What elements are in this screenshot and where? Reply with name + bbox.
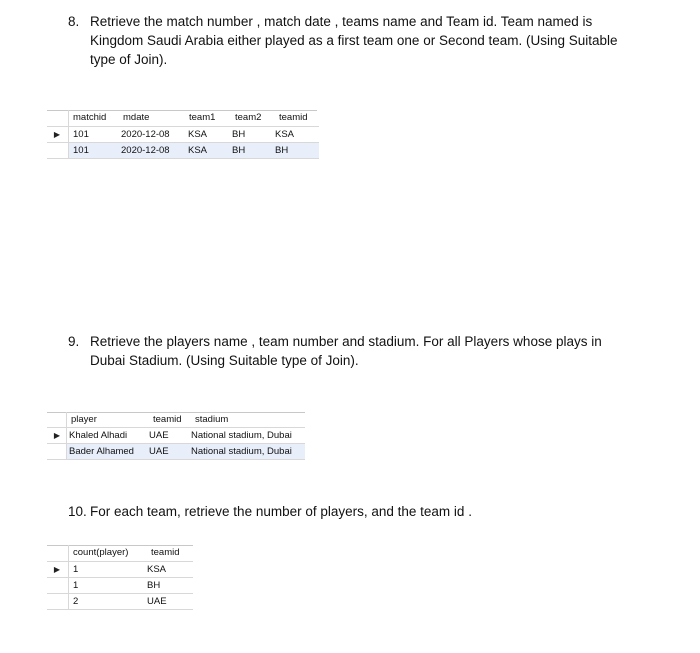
table-cell[interactable]: UAE — [149, 446, 169, 457]
column-header[interactable]: teamid — [151, 547, 180, 558]
current-row-arrow-icon: ▶ — [53, 130, 61, 139]
table-row[interactable] — [69, 143, 319, 158]
table-cell[interactable]: 2020-12-08 — [121, 129, 170, 140]
question-10 — [68, 502, 668, 522]
table-cell[interactable]: KSA — [188, 129, 208, 140]
table-cell[interactable]: KSA — [188, 145, 208, 156]
table-cell[interactable]: Khaled Alhadi — [69, 430, 128, 441]
column-header[interactable]: player — [71, 414, 97, 425]
table-cell[interactable]: 1 — [73, 564, 79, 575]
question-line: Dubai Stadium. (Using Suitable type of Join). — [90, 353, 359, 368]
table-cell[interactable]: UAE — [147, 596, 167, 607]
table-cell[interactable]: KSA — [275, 129, 295, 140]
question-line: Retrieve the match number , match date , teams name and Team id. Team named is — [90, 14, 593, 29]
column-header[interactable]: team2 — [235, 112, 262, 123]
table-row[interactable] — [47, 428, 305, 443]
table-cell[interactable]: BH — [275, 145, 289, 156]
question-number: 9. — [68, 334, 80, 349]
column-header[interactable]: teamid — [153, 414, 182, 425]
column-header[interactable]: stadium — [195, 414, 229, 425]
header-row — [47, 412, 305, 427]
current-row-arrow-icon: ▶ — [53, 565, 61, 574]
table-cell[interactable]: 2 — [73, 596, 79, 607]
column-header[interactable]: mdate — [123, 112, 150, 123]
table-cell[interactable]: 101 — [73, 129, 89, 140]
table-cell[interactable]: National stadium, Dubai — [191, 446, 292, 457]
table-cell[interactable]: BH — [147, 580, 161, 591]
column-header[interactable]: count(player) — [73, 547, 129, 558]
question-9 — [68, 332, 668, 372]
column-header[interactable]: teamid — [279, 112, 308, 123]
table-cell[interactable]: KSA — [147, 564, 167, 575]
table-cell[interactable]: BH — [232, 145, 246, 156]
result-grid-q8 — [47, 110, 319, 160]
column-header[interactable]: team1 — [189, 112, 216, 123]
question-number: 10. — [68, 504, 87, 519]
table-cell[interactable]: 2020-12-08 — [121, 145, 170, 156]
result-grid-q9 — [47, 412, 305, 460]
header-row — [47, 110, 319, 125]
table-row[interactable] — [47, 127, 319, 142]
question-line: For each team, retrieve the number of players, and the team id . — [90, 504, 472, 519]
table-cell[interactable]: 101 — [73, 145, 89, 156]
column-header[interactable]: matchid — [73, 112, 107, 123]
table-cell[interactable]: BH — [232, 129, 246, 140]
question-line: Retrieve the players name , team number and stadium. For all Players whose plays in — [90, 334, 602, 349]
result-grid-q10 — [47, 545, 193, 610]
question-line: type of Join). — [90, 52, 168, 67]
table-cell[interactable]: 1 — [73, 580, 79, 591]
question-number: 8. — [68, 14, 80, 29]
table-cell[interactable]: UAE — [149, 430, 169, 441]
current-row-arrow-icon: ▶ — [53, 431, 61, 440]
table-cell[interactable]: National stadium, Dubai — [191, 430, 292, 441]
table-cell[interactable]: Bader Alhamed — [69, 446, 134, 457]
question-line: Kingdom Saudi Arabia either played as a first team one or Second team. (Using Suitable — [90, 33, 618, 48]
question-8 — [68, 12, 668, 72]
table-row[interactable] — [67, 444, 305, 459]
